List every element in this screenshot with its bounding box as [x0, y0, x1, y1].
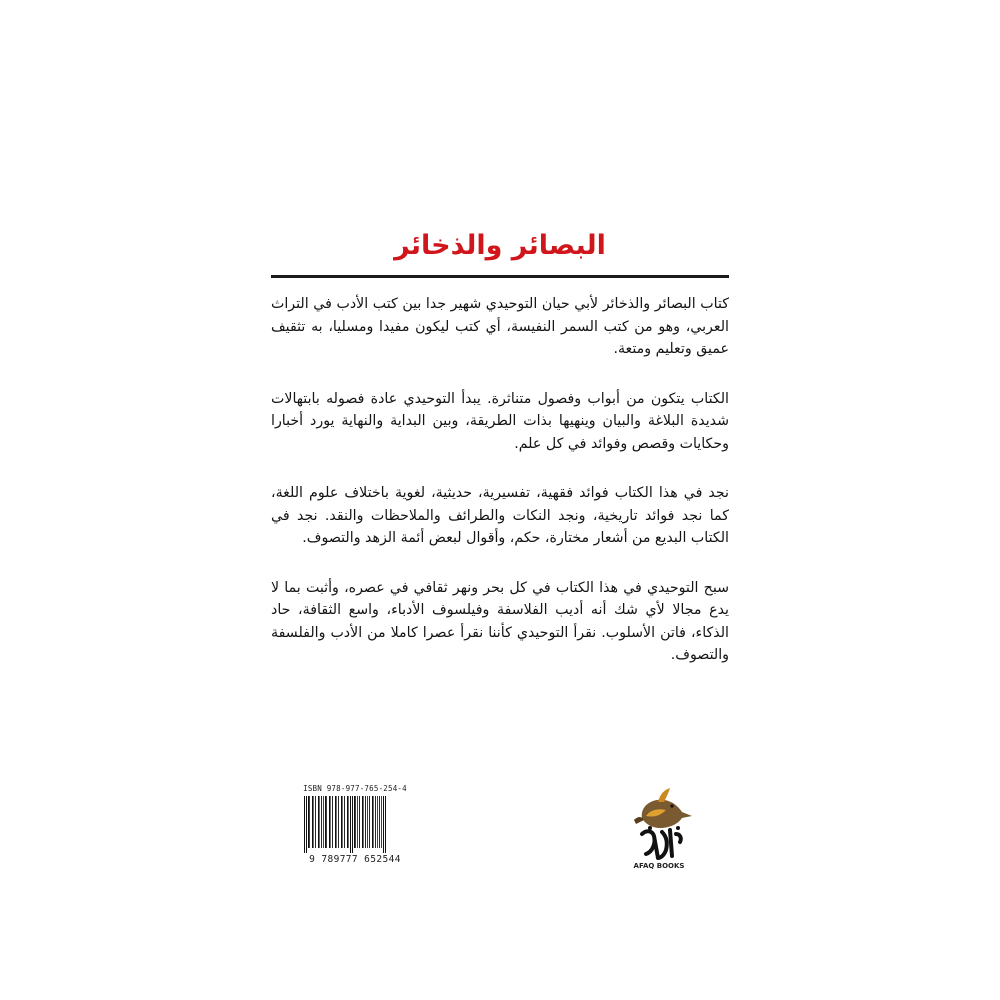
barcode-bar	[367, 796, 368, 848]
barcode-bar	[357, 796, 358, 848]
barcode-bar	[385, 796, 386, 853]
barcode-bar	[332, 796, 333, 848]
blurb-text	[271, 293, 729, 694]
barcode-bar	[369, 796, 370, 848]
barcode-bar	[359, 796, 360, 848]
barcode-bar	[377, 796, 378, 848]
bird-logo-icon	[612, 776, 706, 872]
blurb-paragraph: الكتاب يتكون من أبواب وفصول متناثرة. يبدأ التوحيدي عادة فصوله بابتهالات شديدة البلاغة والبيان وينهيها بذات الطريقة، وبين البداية والنهاية يورد أخبارا وحكايات وقصص وفوائد في كل علم.	[271, 390, 729, 452]
barcode-digits: 9 789777 652544	[309, 854, 401, 865]
barcode-bar	[381, 796, 382, 848]
barcode-bar	[323, 796, 324, 848]
barcode-bar	[347, 796, 349, 848]
blurb-paragraph: كتاب البصائر والذخائر لأبي حيان التوحيدي شهير جدا بين كتب الأدب في التراث العربي، وهو من كتب السمر النفيسة، أي كتب ليكون مفيدا ومسليا، به تثقيف عميق وتعليم ومتعة.	[271, 296, 729, 357]
barcode-bar	[365, 796, 366, 848]
publisher-caption: AFAQ BOOKS	[633, 862, 685, 870]
barcode-bar	[372, 796, 374, 848]
barcode-bar	[321, 796, 322, 848]
book-title: البصائر والذخائر	[394, 230, 606, 261]
barcode-bar	[354, 796, 356, 848]
barcode-bar	[362, 796, 364, 848]
isbn-label: ISBN 978-977-765-254-4	[303, 784, 407, 793]
barcode-bar	[344, 796, 345, 848]
barcode-bar	[379, 796, 380, 848]
barcode-bar	[308, 796, 310, 848]
barcode-bar	[306, 796, 307, 853]
barcode-bar	[383, 796, 384, 853]
barcode-bar	[329, 796, 331, 848]
barcode-bar	[335, 796, 337, 848]
barcode-bar	[352, 796, 353, 853]
blurb-paragraph: نجد في هذا الكتاب فوائد فقهية، تفسيرية، حديثية، لغوية باختلاف علوم اللغة، كما نجد فوائد تاريخية، ونجد النكات والطرائف والملاحظات والنقد. نجد في الكتاب البديع من أشعار مختارة، حكم، وأقوال لبعض أئمة الزهد والتصوف.	[271, 485, 729, 546]
barcode-bars	[303, 796, 407, 853]
title-divider	[271, 275, 729, 278]
barcode-bar	[304, 796, 305, 853]
blurb-paragraph: سبح التوحيدي في هذا الكتاب في كل بحر ونهر ثقافي في عصره، وأثبت بما لا يدع مجالا لأي شك أنه أديب الفلاسفة وفيلسوف الأدباء، واسع الثقافة، حاد الذكاء، فاتن الأسلوب. نقرأ التوحيدي كأننا نقرأ عصرا كاملا من الأدب والفلسفة والتصوف.	[271, 579, 729, 663]
barcode-bar	[341, 796, 343, 848]
barcode-bar	[312, 796, 314, 848]
barcode-bar	[318, 796, 320, 848]
barcode-bar	[338, 796, 339, 848]
barcode-bar	[315, 796, 316, 848]
barcode-bar	[375, 796, 376, 848]
barcode-bar	[350, 796, 351, 853]
barcode-bar	[325, 796, 327, 848]
isbn-barcode	[299, 784, 411, 868]
